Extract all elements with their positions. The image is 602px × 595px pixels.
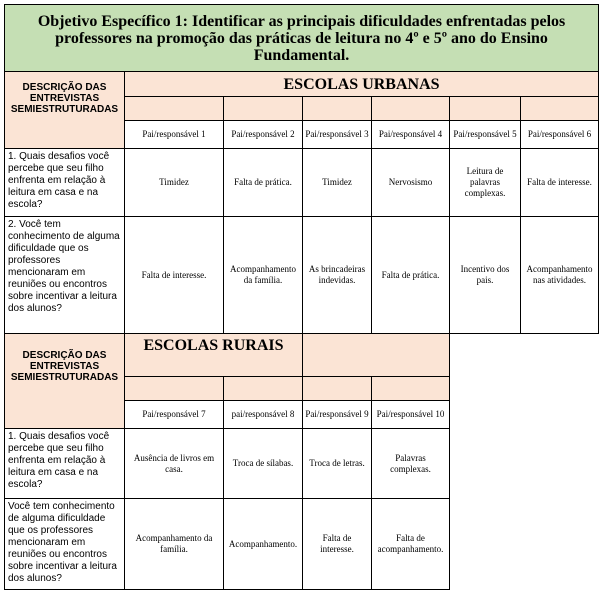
rural-question-2: Você tem conhecimento de alguma dificuldade que os professores mencionaram em reuniões ou encontros sobre incentivar a leitura dos alunos? — [5, 499, 125, 590]
urban-blank-cell — [303, 97, 372, 121]
answer-cell: Falta de interesse. — [303, 499, 372, 590]
answer-cell: Falta de interesse. — [521, 149, 599, 217]
rural-schools-header: ESCOLAS RURAIS — [125, 334, 303, 377]
urban-schools-header: ESCOLAS URBANAS — [125, 72, 599, 97]
empty-area — [450, 377, 599, 401]
urban-question-1: 1. Quais desafios você percebe que seu filho enfrenta em relação à leitura em casa e na escola? — [5, 149, 125, 217]
empty-area — [450, 499, 599, 590]
urban-blank-cell — [224, 97, 303, 121]
rural-description-header: DESCRIÇÃO DAS ENTREVISTAS SEMIESTRUTURADAS — [5, 334, 125, 429]
urban-respondent-3: Pai/responsável 3 — [303, 121, 372, 149]
empty-area — [450, 429, 599, 499]
urban-blank-cell — [450, 97, 521, 121]
urban-description-header: DESCRIÇÃO DAS ENTREVISTAS SEMIESTRUTURADAS — [5, 72, 125, 149]
urban-respondent-2: Pai/responsável 2 — [224, 121, 303, 149]
urban-blank-cell — [125, 97, 224, 121]
table-container — [4, 4, 599, 590]
urban-respondent-5: Pai/responsável 5 — [450, 121, 521, 149]
rural-blank-cell — [125, 377, 224, 401]
rural-respondent-8: pai/responsável 8 — [224, 401, 303, 429]
rural-blank-cell — [224, 377, 303, 401]
rural-blank-cell — [303, 377, 372, 401]
answer-cell: Leitura de palavras complexas. — [450, 149, 521, 217]
answer-cell: Nervosismo — [372, 149, 450, 217]
rural-header-extension — [303, 334, 450, 377]
answer-cell: Timidez — [303, 149, 372, 217]
urban-question-2: 2. Você tem conhecimento de alguma dificuldade que os professores mencionaram em reuniões ou encontros sobre incentivar a leitura dos alunos? — [5, 217, 125, 334]
empty-area — [450, 334, 599, 377]
urban-respondent-6: Pai/responsável 6 — [521, 121, 599, 149]
answer-cell: Falta de prática. — [372, 217, 450, 334]
interview-table — [4, 4, 599, 590]
urban-respondent-1: Pai/responsável 1 — [125, 121, 224, 149]
answer-cell: Troca de letras. — [303, 429, 372, 499]
answer-cell: Falta de prática. — [224, 149, 303, 217]
answer-cell: Acompanhamento. — [224, 499, 303, 590]
answer-cell: Timidez — [125, 149, 224, 217]
answer-cell: Falta de interesse. — [125, 217, 224, 334]
table-title: Objetivo Específico 1: Identificar as principais dificuldades enfrentadas pelos professores na promoção das práticas de leitura no 4º e 5º ano do Ensino Fundamental. — [5, 5, 599, 72]
rural-question-1: 1. Quais desafios você percebe que seu filho enfrenta em relação à leitura em casa e na escola? — [5, 429, 125, 499]
rural-respondent-10: Pai/responsável 10 — [372, 401, 450, 429]
answer-cell: Incentivo dos pais. — [450, 217, 521, 334]
empty-area — [450, 401, 599, 429]
answer-cell: Ausência de livros em casa. — [125, 429, 224, 499]
answer-cell: Acompanhamento da família. — [125, 499, 224, 590]
rural-respondent-9: Pai/responsável 9 — [303, 401, 372, 429]
answer-cell: Acompanhamento nas atividades. — [521, 217, 599, 334]
answer-cell: Palavras complexas. — [372, 429, 450, 499]
rural-respondent-7: Pai/responsável 7 — [125, 401, 224, 429]
answer-cell: Falta de acompanhamento. — [372, 499, 450, 590]
urban-blank-cell — [372, 97, 450, 121]
answer-cell: As brincadeiras indevidas. — [303, 217, 372, 334]
urban-respondent-4: Pai/responsável 4 — [372, 121, 450, 149]
rural-blank-cell — [372, 377, 450, 401]
answer-cell: Acompanhamento da família. — [224, 217, 303, 334]
urban-blank-cell — [521, 97, 599, 121]
answer-cell: Troca de sílabas. — [224, 429, 303, 499]
